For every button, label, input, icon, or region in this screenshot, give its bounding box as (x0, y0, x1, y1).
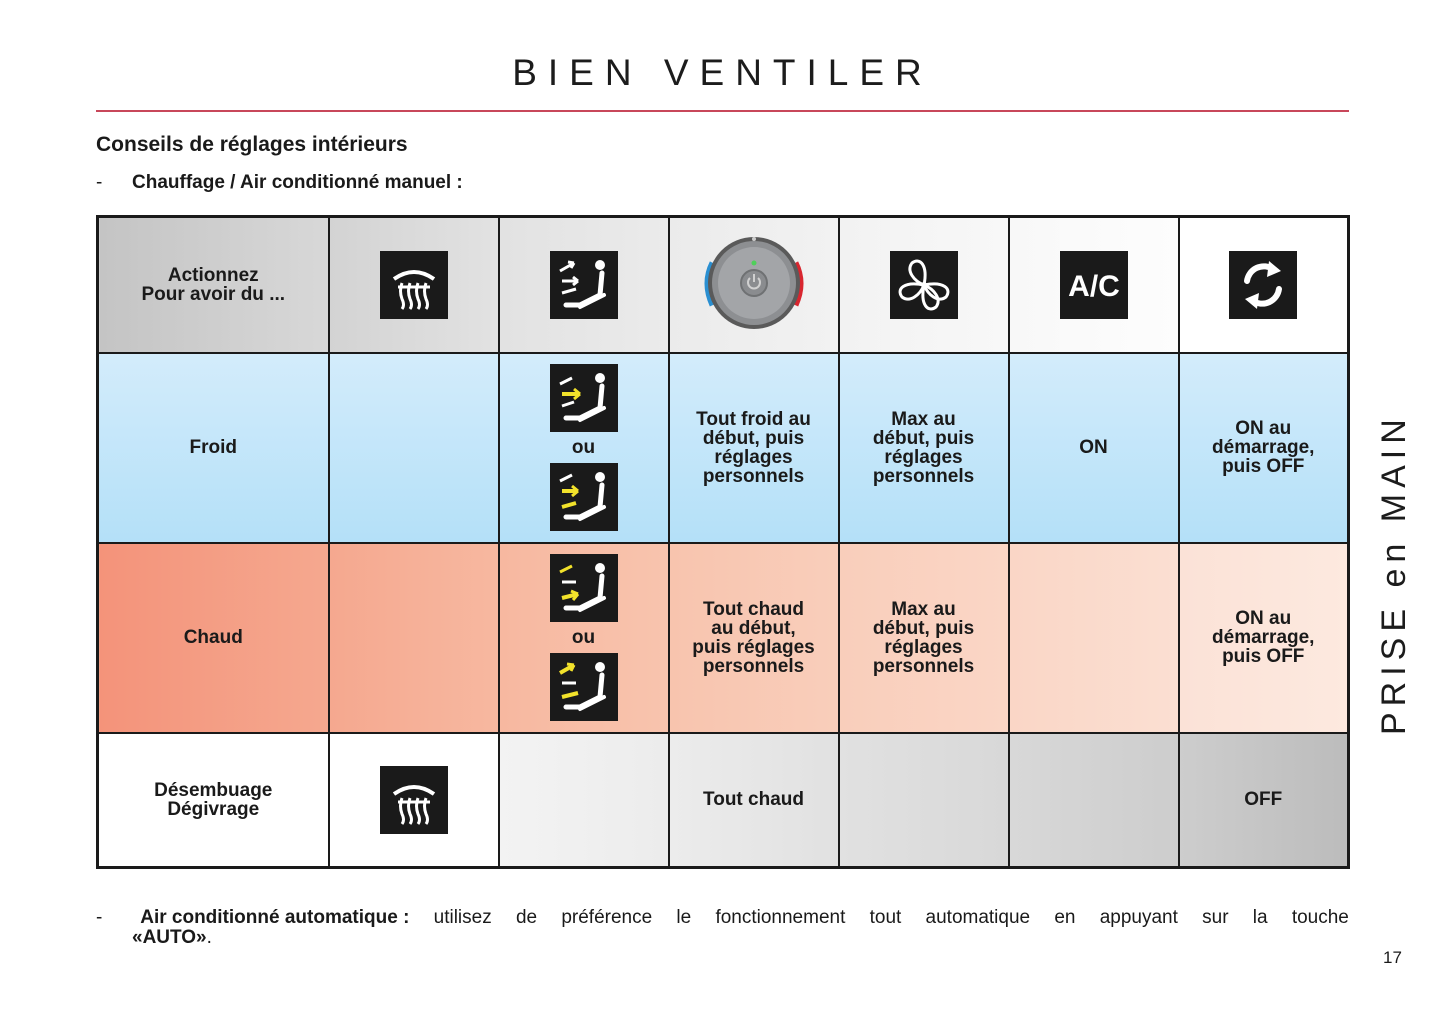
header-recirculation-cell (1179, 217, 1349, 353)
word: préférence (561, 907, 653, 928)
froid-recirculation-cell (1179, 353, 1349, 543)
row-label-chaud: Chaud (98, 543, 329, 733)
auto-ac-line1 (96, 908, 1349, 928)
text-line: Tout froid au (696, 408, 811, 430)
vent-face-icon (550, 364, 618, 432)
text-line: puis réglages (692, 636, 815, 658)
temperature-knob-icon (699, 233, 809, 333)
vent-feet-windshield-icon (550, 653, 618, 721)
or-label: ou (571, 627, 596, 648)
air-distribution-icon (550, 251, 618, 319)
word: tout (869, 907, 902, 928)
text-line: au début, (711, 617, 796, 639)
chaud-recirculation-cell (1179, 543, 1349, 733)
text-line: début, puis (872, 427, 975, 449)
row-label-froid: Froid (98, 353, 329, 543)
word: automatique (925, 907, 1031, 928)
auto-ac-paragraph (96, 908, 1349, 948)
ac-icon (1060, 251, 1128, 319)
desembuage-ac-cell (1009, 733, 1179, 868)
desembuage-temperature-cell: Tout chaud (669, 733, 839, 868)
text-line: début, puis (702, 427, 805, 449)
text-line: réglages (884, 446, 963, 468)
manual-ac-heading (96, 172, 463, 194)
chaud-ac-cell (1009, 543, 1179, 733)
title-rule (96, 110, 1349, 112)
text-line: Max au (891, 598, 956, 620)
manual-ac-label: Chauffage / Air conditionné manuel : (132, 172, 463, 193)
desembuage-defrost-cell (329, 733, 499, 868)
side-section-label: PRISE en MAIN (1375, 413, 1413, 735)
or-label: ou (571, 437, 596, 458)
settings-table (96, 215, 1350, 869)
word: utilisez (433, 907, 492, 928)
text-line: démarrage, (1212, 627, 1315, 648)
auto-ac-period: . (206, 927, 212, 948)
text-line: réglages (884, 636, 963, 658)
chaud-temperature-cell (669, 543, 839, 733)
word: appuyant (1099, 907, 1178, 928)
text-line: ON au (1235, 608, 1292, 629)
vent-face-feet-icon (550, 463, 618, 531)
desembuage-distribution-cell (499, 733, 669, 868)
text-line: réglages (714, 446, 793, 468)
word: touche (1291, 907, 1349, 928)
word: sur (1202, 907, 1229, 928)
chaud-fan-cell (839, 543, 1009, 733)
text-line: Max au (891, 408, 956, 430)
froid-temperature-cell (669, 353, 839, 543)
text-line: Tout chaud (703, 598, 804, 620)
header-label-cell (98, 217, 329, 353)
table-row-chaud (98, 543, 1349, 733)
word: de (515, 907, 538, 928)
froid-distribution-cell (499, 353, 669, 543)
auto-ac-line2 (96, 928, 1349, 948)
text-line: personnels (702, 655, 805, 677)
header-ac-cell (1009, 217, 1179, 353)
table-header-row (98, 217, 1349, 353)
text-line: personnels (872, 465, 975, 487)
header-fan-cell (839, 217, 1009, 353)
rear-defrost-icon (380, 766, 448, 834)
header-distribution-cell (499, 217, 669, 353)
desembuage-recirculation-cell: OFF (1179, 733, 1349, 868)
vent-feet-icon (550, 554, 618, 622)
row-label-line2: Dégivrage (167, 798, 260, 820)
chaud-defrost-cell (329, 543, 499, 733)
table-row-froid (98, 353, 1349, 543)
page-number: 17 (1383, 948, 1402, 967)
header-temperature-cell (669, 217, 839, 353)
row-label-desembuage (98, 733, 329, 868)
text-line: démarrage, (1212, 437, 1315, 458)
section-title: Conseils de réglages intérieurs (96, 133, 408, 156)
text-line: personnels (702, 465, 805, 487)
row-label-line1: Désembuage (154, 779, 273, 801)
text-line: début, puis (872, 617, 975, 639)
desembuage-fan-cell (839, 733, 1009, 868)
word: fonctionnement (715, 907, 846, 928)
word: la (1252, 907, 1268, 928)
auto-ac-bold: Air conditionné automatique : (140, 907, 410, 928)
froid-ac-cell: ON (1009, 353, 1179, 543)
rear-defrost-icon (380, 251, 448, 319)
table-row-desembuage (98, 733, 1349, 868)
fan-icon (890, 251, 958, 319)
header-label-line2: Pour avoir du ... (141, 283, 286, 305)
word: le (676, 907, 692, 928)
bullet-dash: - (96, 907, 103, 928)
bullet-dash: - (96, 172, 103, 193)
header-defrost-cell (329, 217, 499, 353)
ac-icon-text: A/C (1067, 269, 1120, 303)
word: en (1054, 907, 1076, 928)
text-line: ON au (1235, 418, 1292, 439)
page-title: BIEN VENTILER (512, 52, 933, 93)
header-label-line1: Actionnez (167, 264, 259, 286)
text-line: personnels (872, 655, 975, 677)
froid-defrost-cell (329, 353, 499, 543)
chaud-distribution-cell (499, 543, 669, 733)
recirculation-icon (1229, 251, 1297, 319)
text-line: puis OFF (1222, 646, 1305, 667)
froid-fan-cell (839, 353, 1009, 543)
text-line: puis OFF (1222, 456, 1305, 477)
auto-key-label: «AUTO» (132, 927, 207, 948)
